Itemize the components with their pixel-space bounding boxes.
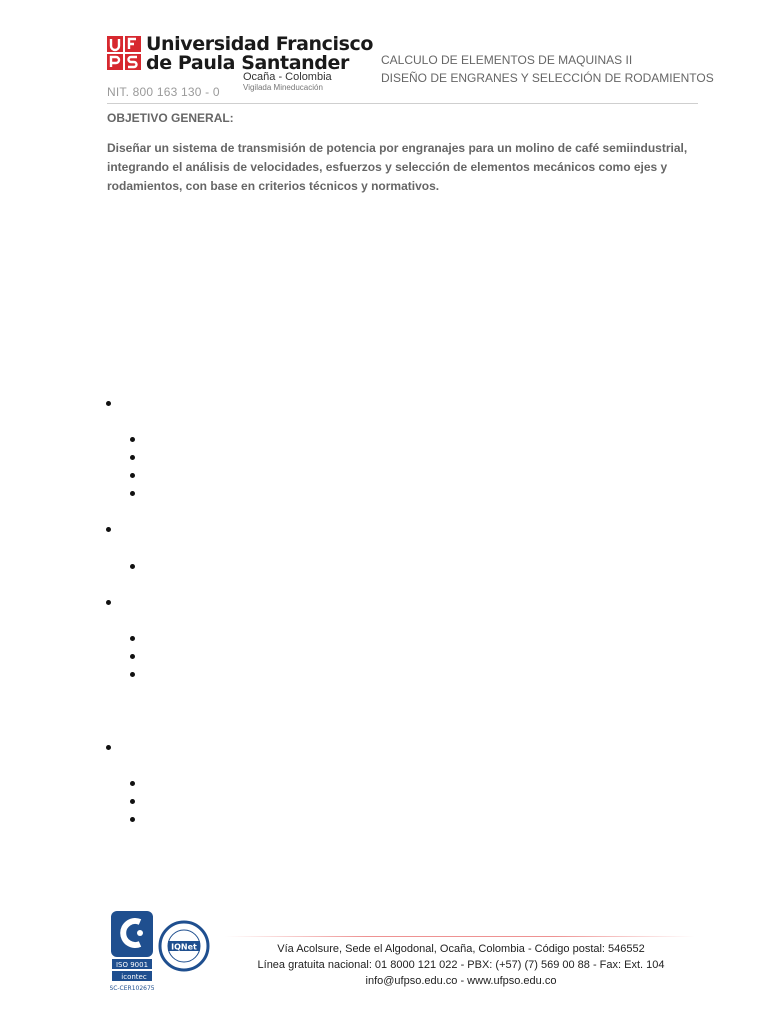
document-title-line2: DISEÑO DE ENGRANES Y SELECCIÓN DE RODAMIENTOS (381, 71, 714, 85)
list-bullet (130, 636, 135, 641)
footer-divider (225, 936, 695, 937)
footer-phones: Línea gratuita nacional: 01 8000 121 022 - PBX: (+57) (7) 569 00 88 - Fax: Ext. 104 (257, 959, 665, 971)
list-bullet (130, 672, 135, 677)
list-bullet (130, 437, 135, 442)
list-bullet (130, 491, 135, 496)
header-divider (107, 103, 698, 104)
objective-paragraph: Diseñar un sistema de transmisión de potencia por engranajes para un molino de café semiindustrial, integrando el análisis de velocidades, esfuerzos y selección de elementos mecánicos como ejes y rodamientos, con base en criterios técnicos y normativos. (107, 141, 688, 193)
university-name-line1: Universidad Francisco (146, 33, 374, 55)
iqnet-logo-icon (158, 920, 210, 972)
nit-number: NIT. 800 163 130 - 0 (107, 85, 220, 99)
list-bullet (130, 455, 135, 460)
footer-contact: info@ufpso.edu.co - www.ufpso.edu.co (365, 975, 557, 987)
iqnet-label: IQNet (171, 942, 197, 952)
objective-heading: OBJETIVO GENERAL: (107, 111, 234, 125)
iso-certification-badge (110, 910, 154, 992)
list-bullet (130, 817, 135, 822)
list-bullet (130, 473, 135, 478)
university-name-line2: de Paula Santander (146, 52, 349, 74)
badge-cert-label: SC-CER102675 (110, 985, 154, 992)
vigilada-text: Vigilada Mineducación (243, 83, 323, 92)
list-bullet (106, 527, 111, 532)
list-bullet (106, 401, 111, 406)
badge-org-label: icontec (121, 973, 147, 981)
list-bullet (130, 799, 135, 804)
university-city: Ocaña - Colombia (243, 71, 332, 83)
badge-iso-label: ISO 9001 (115, 961, 149, 969)
list-bullet (130, 781, 135, 786)
footer-address: Vía Acolsure, Sede el Algodonal, Ocaña, Colombia - Código postal: 546552 (277, 943, 645, 955)
ufps-logo-icon (107, 36, 141, 70)
list-bullet (106, 600, 111, 605)
list-bullet (130, 564, 135, 569)
list-bullet (130, 654, 135, 659)
document-title-line1: CALCULO DE ELEMENTOS DE MAQUINAS II (381, 53, 633, 67)
list-bullet (106, 745, 111, 750)
